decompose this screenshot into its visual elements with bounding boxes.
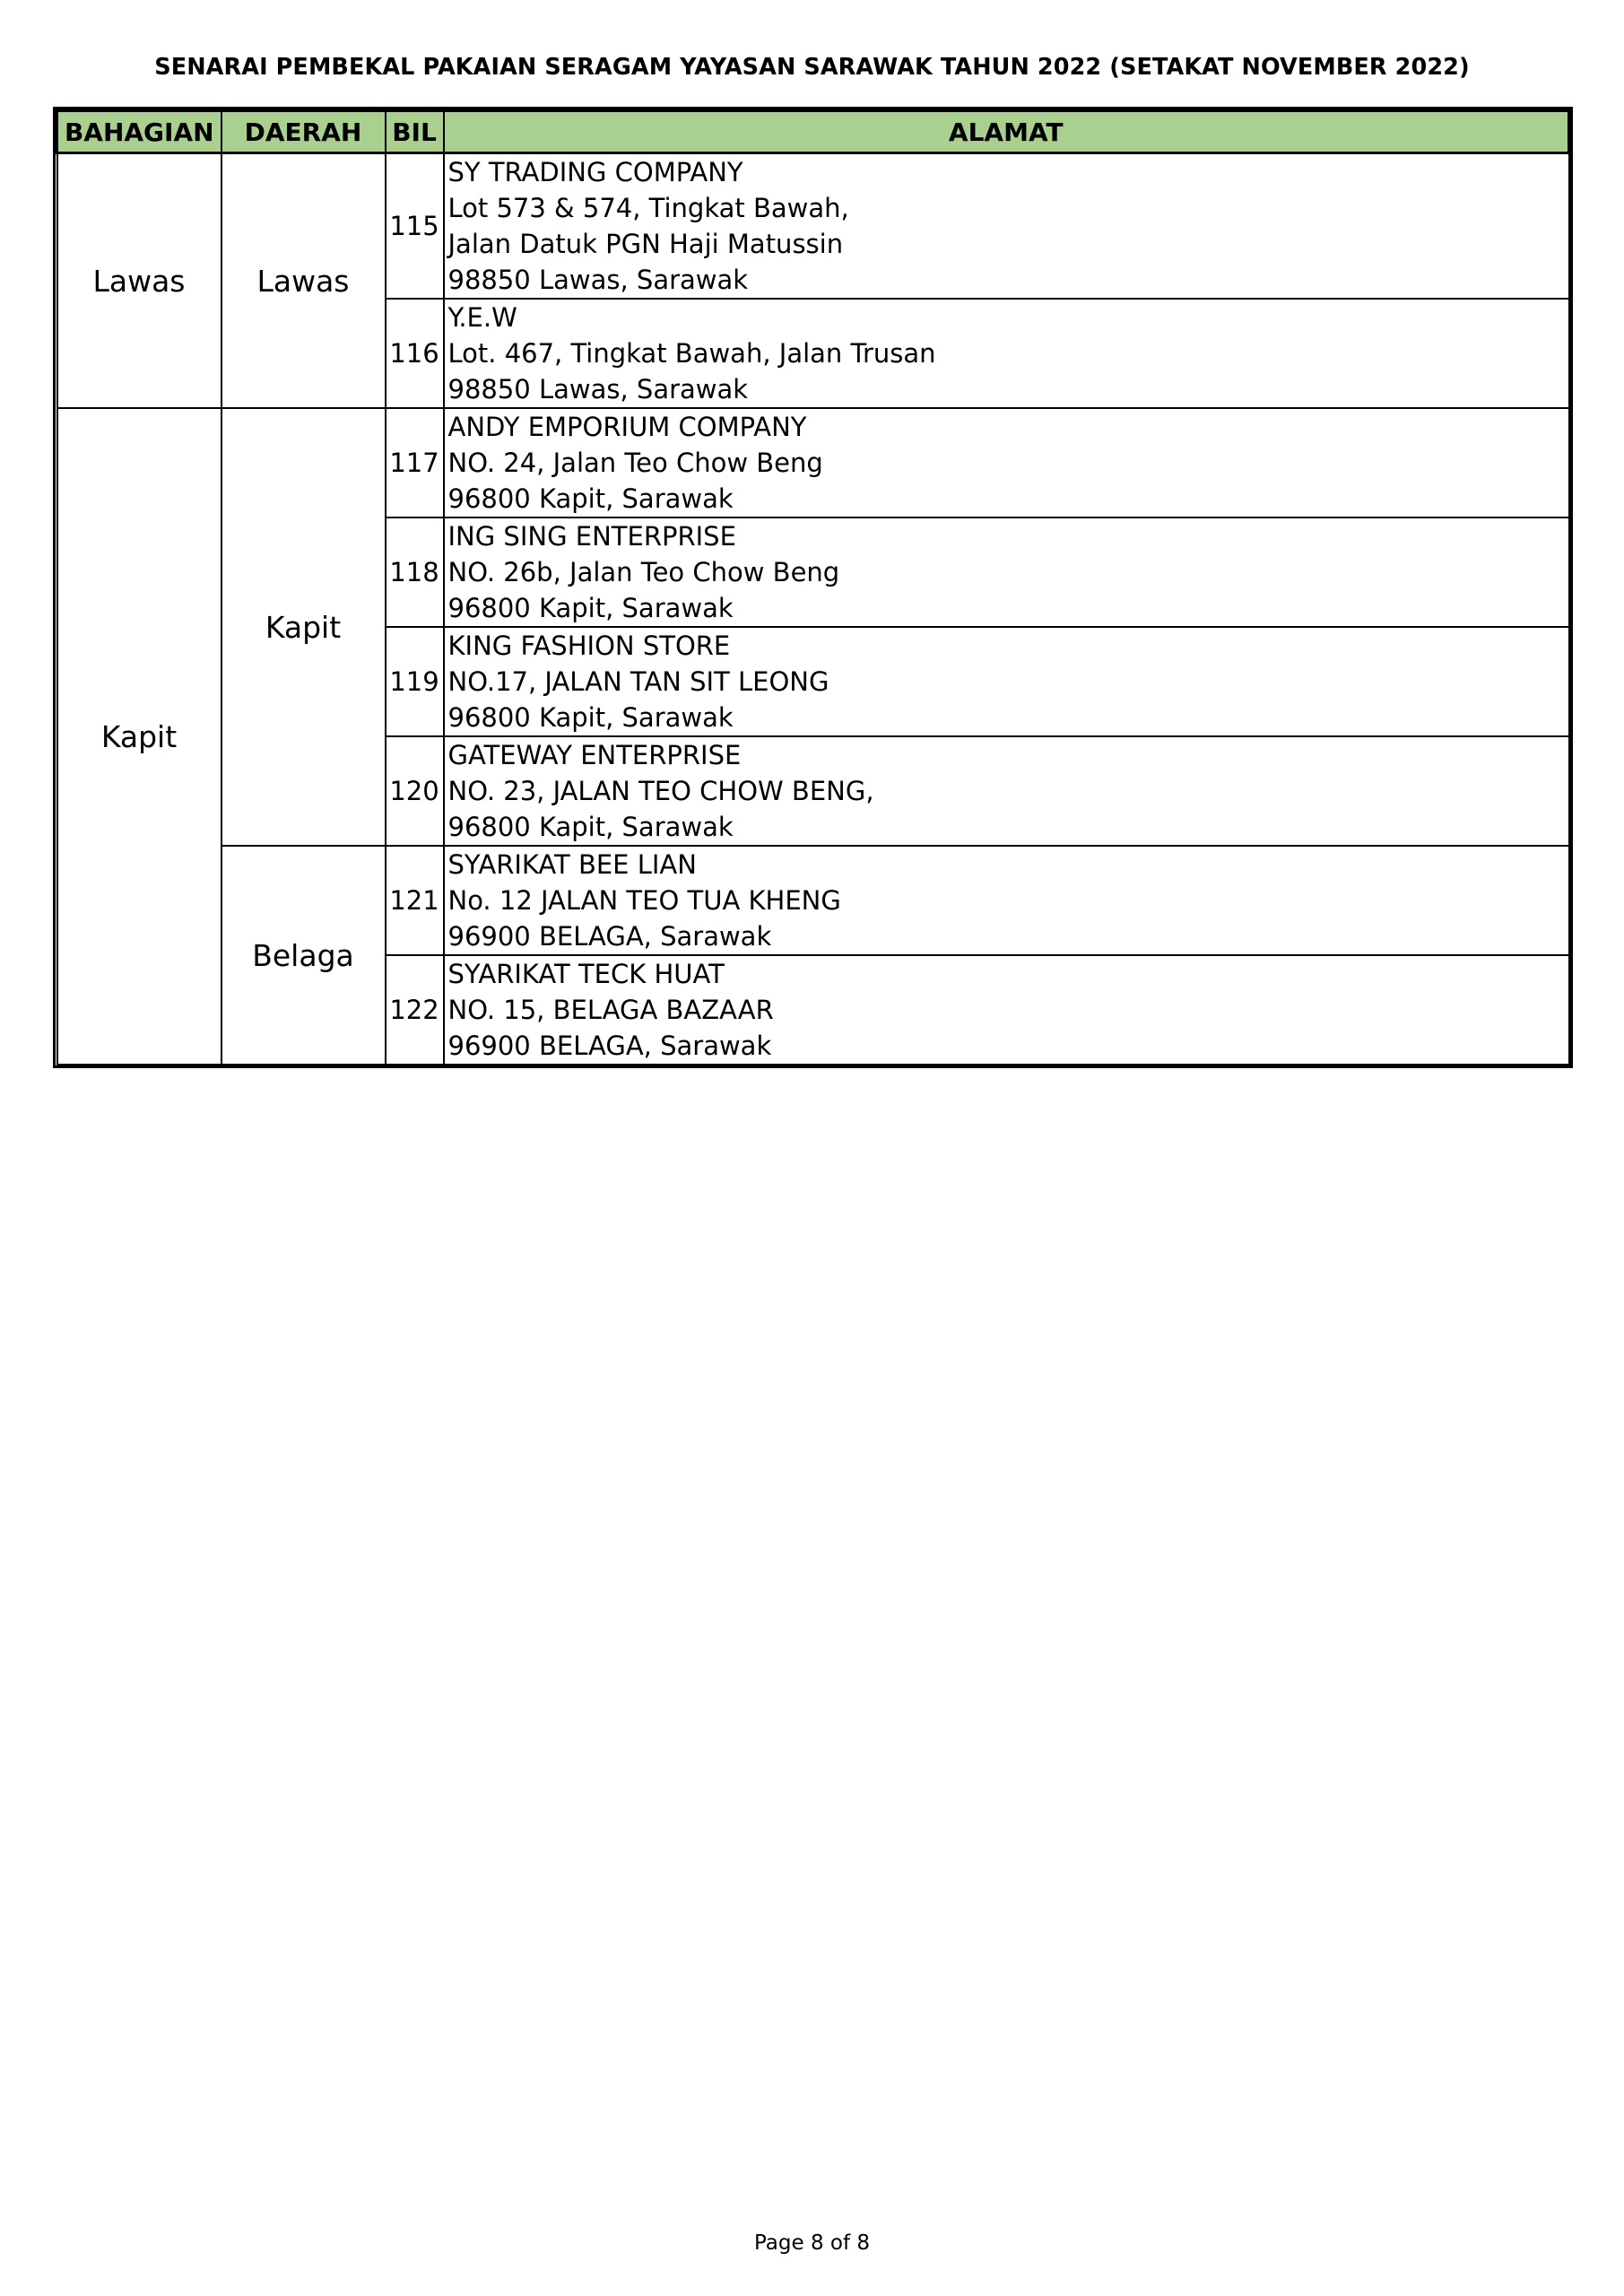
daerah-cell: Belaga (221, 846, 386, 1065)
header-bil: BIL (386, 111, 444, 153)
daerah-cell: Lawas (221, 153, 386, 409)
bil-cell: 116 (386, 299, 444, 408)
address-line: SYARIKAT BEE LIAN (447, 849, 697, 880)
address-line: 96800 Kapit, Sarawak (447, 593, 734, 623)
address-line: 96800 Kapit, Sarawak (447, 702, 734, 733)
bil-cell: 121 (386, 846, 444, 955)
address-cell (444, 517, 1569, 627)
address-line: Jalan Datuk PGN Haji Matussin (447, 229, 844, 259)
header-alamat: ALAMAT (444, 111, 1569, 153)
address-line: 98850 Lawas, Sarawak (447, 374, 749, 404)
supplier-table (56, 109, 1570, 1065)
address-line: KING FASHION STORE (447, 631, 731, 661)
address-line: Y.E.W (447, 302, 517, 333)
address-line: 96900 BELAGA, Sarawak (447, 921, 772, 952)
page-number: Page 8 of 8 (753, 2231, 871, 2255)
address-line: 96900 BELAGA, Sarawak (447, 1031, 772, 1061)
bil-cell: 122 (386, 955, 444, 1065)
page-title: SENARAI PEMBEKAL PAKAIAN SERAGAM YAYASAN SARAWAK TAHUN 2022 (SETAKAT NOVEMBER 2022) (154, 54, 1470, 81)
address-cell (444, 955, 1569, 1065)
address-cell (444, 846, 1569, 955)
address-cell (444, 736, 1569, 846)
bahagian-cell: Kapit (57, 408, 221, 1065)
address-cell (444, 299, 1569, 408)
address-line: SY TRADING COMPANY (447, 157, 743, 187)
address-line: NO. 24, Jalan Teo Chow Beng (447, 448, 823, 478)
address-line: ANDY EMPORIUM COMPANY (447, 412, 807, 442)
address-line: NO. 26b, Jalan Teo Chow Beng (447, 557, 840, 587)
address-line: ING SING ENTERPRISE (447, 521, 736, 552)
address-line: NO. 23, JALAN TEO CHOW BENG, (447, 776, 874, 806)
bil-cell: 120 (386, 736, 444, 846)
address-line: 98850 Lawas, Sarawak (447, 265, 749, 295)
address-cell (444, 153, 1569, 300)
bahagian-cell: Lawas (57, 153, 221, 409)
address-cell (444, 408, 1569, 517)
bil-cell: 118 (386, 517, 444, 627)
table-row (57, 408, 1569, 517)
bil-cell: 115 (386, 153, 444, 300)
address-line: NO.17, JALAN TAN SIT LEONG (447, 666, 829, 697)
table-row (57, 846, 1569, 955)
address-cell (444, 627, 1569, 736)
daerah-cell: Kapit (221, 408, 386, 846)
bil-cell: 119 (386, 627, 444, 736)
table-header-row (57, 111, 1569, 153)
header-daerah: DAERAH (221, 111, 386, 153)
address-line: NO. 15, BELAGA BAZAAR (447, 995, 774, 1025)
address-line: SYARIKAT TECK HUAT (447, 959, 725, 989)
address-line: GATEWAY ENTERPRISE (447, 740, 742, 770)
address-line: Lot. 467, Tingkat Bawah, Jalan Trusan (447, 338, 936, 369)
table-row (57, 153, 1569, 300)
address-line: 96800 Kapit, Sarawak (447, 812, 734, 842)
address-line: No. 12 JALAN TEO TUA KHENG (447, 885, 841, 916)
bil-cell: 117 (386, 408, 444, 517)
address-line: Lot 573 & 574, Tingkat Bawah, (447, 193, 849, 223)
address-line: 96800 Kapit, Sarawak (447, 483, 734, 514)
header-bahagian: BAHAGIAN (57, 111, 221, 153)
